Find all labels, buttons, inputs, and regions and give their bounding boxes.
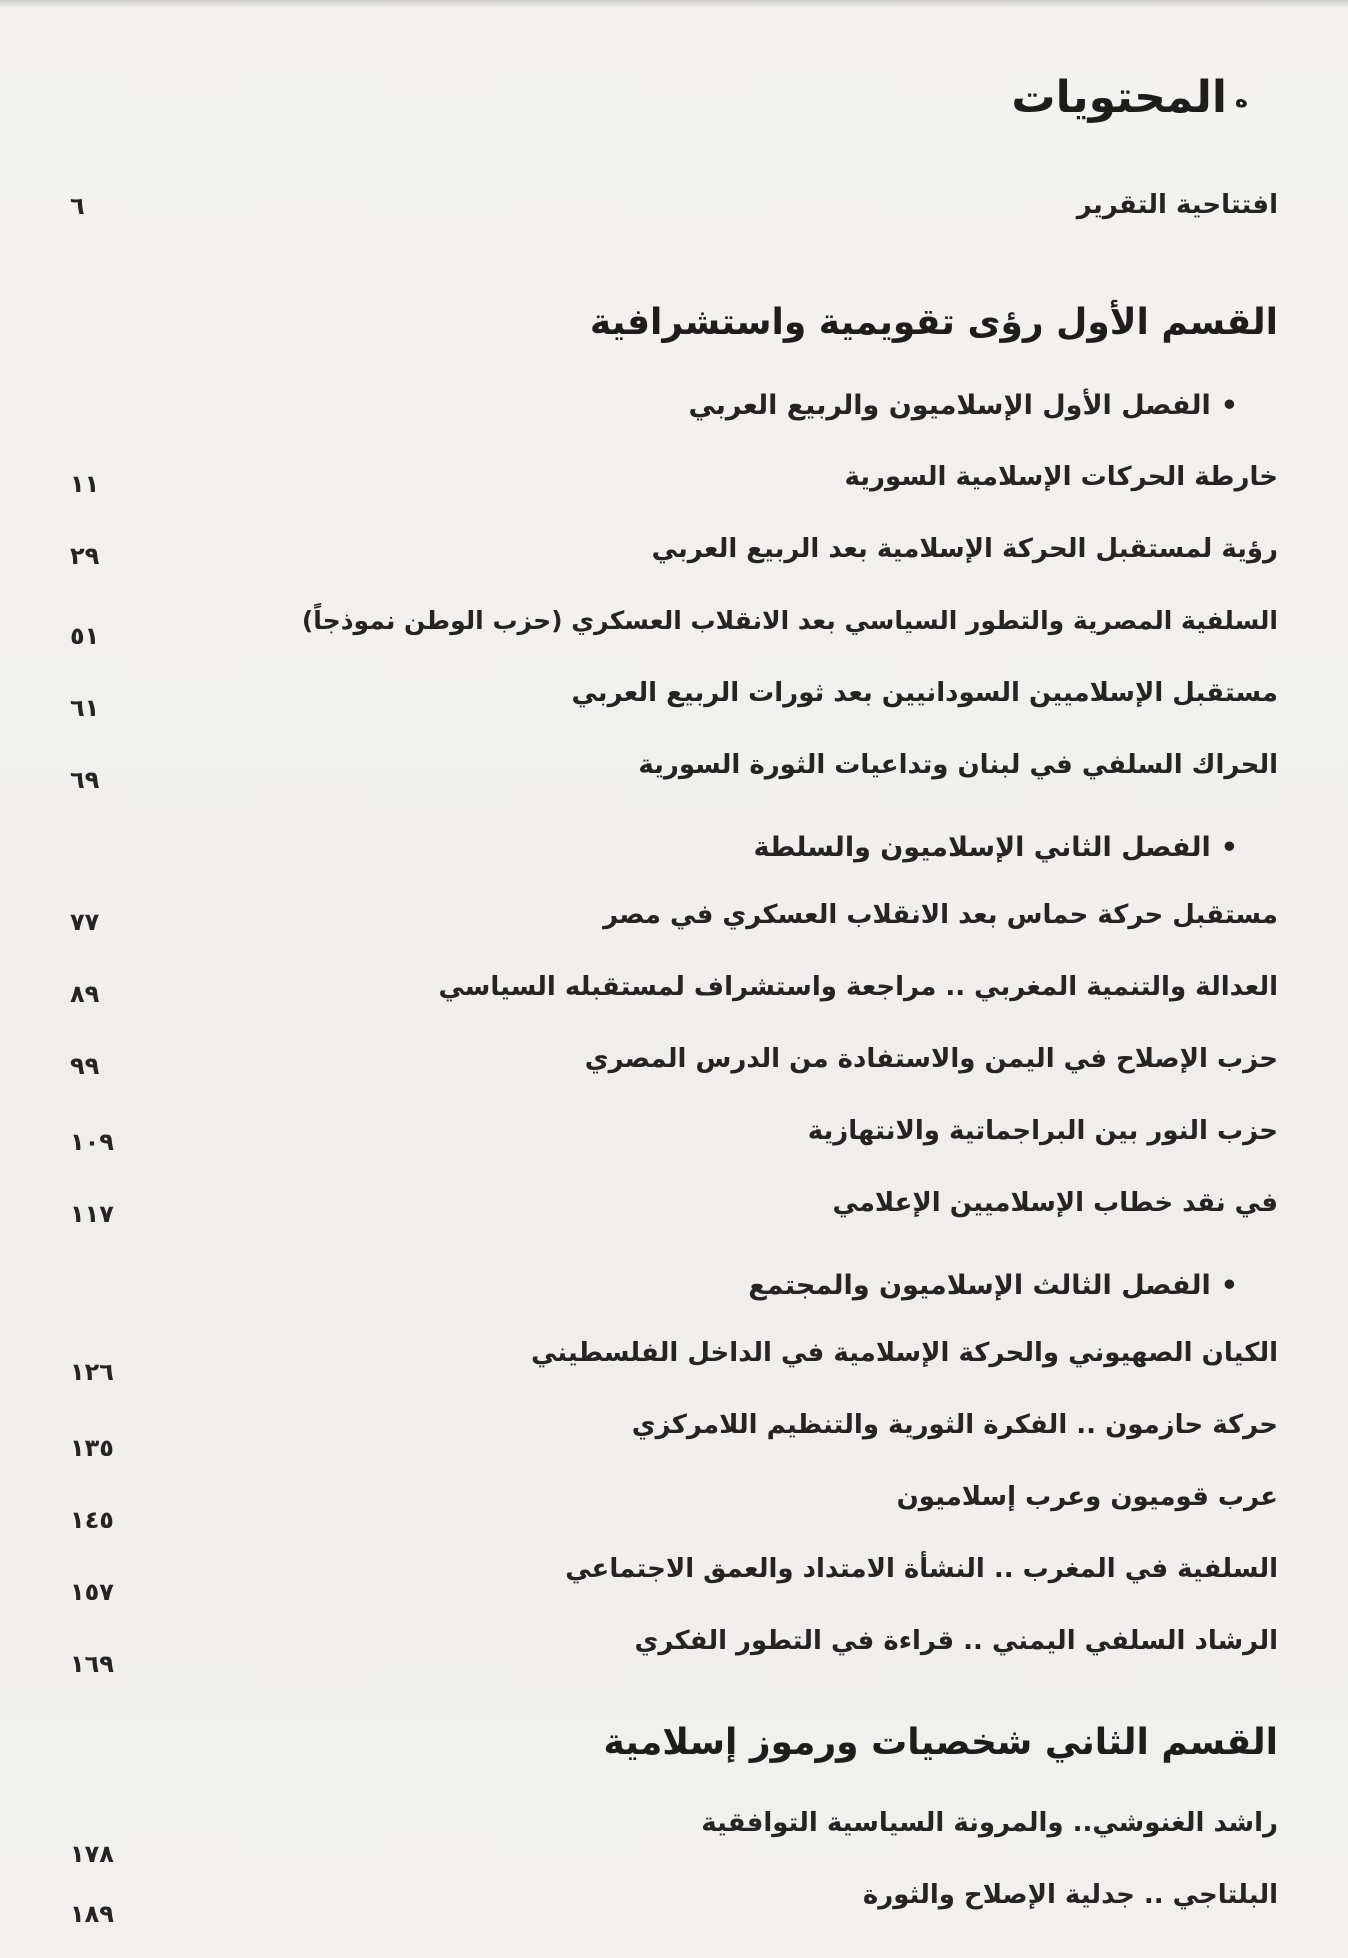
toc-entry-title: حركة حازمون .. الفكرة الثورية والتنظيم اللامركزي: [631, 1410, 1278, 1440]
toc-entry-page: ١٠٩: [70, 1128, 114, 1156]
toc-entry-page: ٩٩: [70, 1052, 100, 1080]
toc-entry-page: ١٧٨: [70, 1840, 114, 1868]
toc-entry-title: عرب قوميون وعرب إسلاميون: [896, 1482, 1278, 1512]
toc-entry[interactable]: [70, 1338, 1278, 1388]
chapter-one-heading: [688, 390, 1238, 421]
toc-entry[interactable]: [70, 1410, 1278, 1460]
toc-entry-page: ١٥٧: [70, 1578, 114, 1606]
toc-entry-page: ٦: [70, 192, 85, 220]
toc-entry-title: مستقبل الإسلاميين السودانيين بعد ثورات الربيع العربي: [571, 678, 1278, 708]
toc-entry-page: ١٨٩: [70, 1900, 114, 1928]
toc-entry-title: العدالة والتنمية المغربي .. مراجعة واستشراف لمستقبله السياسي: [438, 972, 1278, 1002]
page-title-text: المحتويات: [1011, 72, 1227, 123]
chapter-two-title: الفصل الثاني الإسلاميون والسلطة: [753, 832, 1211, 863]
toc-entry[interactable]: [70, 972, 1278, 1022]
toc-entry-intro[interactable]: [70, 190, 1278, 240]
toc-entry-page: ١١٧: [70, 1200, 114, 1228]
toc-entry[interactable]: [70, 606, 1278, 656]
toc-entry-title: خارطة الحركات الإسلامية السورية: [844, 462, 1278, 492]
toc-entry[interactable]: [70, 462, 1278, 512]
part-one-heading: القسم الأول رؤى تقويمية واستشرافية: [589, 302, 1278, 343]
toc-entry-page: ١٦٩: [70, 1650, 114, 1678]
toc-entry-title: الحراك السلفي في لبنان وتداعيات الثورة السورية: [638, 750, 1278, 780]
toc-entry[interactable]: [70, 534, 1278, 584]
toc-entry-page: ١٢٦: [70, 1358, 114, 1386]
toc-entry-page: ٧٧: [70, 908, 100, 936]
toc-entry-page: ٦٩: [70, 766, 100, 794]
bullet-icon: •: [1220, 832, 1238, 863]
toc-entry[interactable]: [70, 750, 1278, 800]
toc-entry-title: راشد الغنوشي.. والمرونة السياسية التوافقية: [701, 1808, 1278, 1838]
toc-entry-page: ٢٩: [70, 542, 100, 570]
toc-entry[interactable]: [70, 1626, 1278, 1676]
toc-entry[interactable]: [70, 678, 1278, 728]
toc-entry[interactable]: [70, 1044, 1278, 1094]
chapter-three-heading: [748, 1270, 1238, 1301]
toc-entry-title: الرشاد السلفي اليمني .. قراءة في التطور الفكري: [634, 1626, 1278, 1656]
toc-entry-title: في نقد خطاب الإسلاميين الإعلامي: [832, 1188, 1278, 1218]
toc-entry-page: ٥١: [70, 622, 100, 650]
page-title: [1011, 72, 1248, 123]
toc-entry-title: حزب الإصلاح في اليمن والاستفادة من الدرس المصري: [584, 1044, 1278, 1074]
chapter-three-title: الفصل الثالث الإسلاميون والمجتمع: [748, 1270, 1211, 1301]
toc-entry[interactable]: [70, 1188, 1278, 1238]
chapter-one-title: الفصل الأول الإسلاميون والربيع العربي: [688, 390, 1211, 421]
toc-entry[interactable]: [70, 1482, 1278, 1532]
toc-entry-page: ٦١: [70, 694, 100, 722]
toc-entry-title: البلتاجي .. جدلية الإصلاح والثورة: [862, 1880, 1278, 1910]
toc-entry-page: ٨٩: [70, 980, 100, 1008]
toc-entry-title: حزب النور بين البراجماتية والانتهازية: [807, 1116, 1278, 1146]
toc-entry-title: افتتاحية التقرير: [1076, 190, 1278, 220]
title-ornament: ه: [1235, 87, 1248, 113]
chapter-two-heading: [754, 832, 1238, 863]
toc-entry[interactable]: [70, 1554, 1278, 1604]
part-two-heading: القسم الثاني شخصيات ورموز إسلامية: [603, 1722, 1278, 1763]
toc-entry-title: رؤية لمستقبل الحركة الإسلامية بعد الربيع العربي: [651, 534, 1278, 564]
toc-entry[interactable]: [70, 900, 1278, 950]
toc-entry-page: ١٣٥: [70, 1434, 114, 1462]
page-top-edge: [0, 0, 1348, 8]
toc-entry-title: الكيان الصهيوني والحركة الإسلامية في الداخل الفلسطيني: [530, 1338, 1278, 1368]
toc-entry-title: مستقبل حركة حماس بعد الانقلاب العسكري في مصر: [603, 900, 1278, 930]
toc-entry[interactable]: [70, 1880, 1278, 1930]
bullet-icon: •: [1220, 1270, 1238, 1301]
toc-entry-page: ١٤٥: [70, 1506, 114, 1534]
toc-entry-page: ١١: [70, 470, 100, 498]
bullet-icon: •: [1220, 390, 1238, 421]
toc-entry-title: السلفية المصرية والتطور السياسي بعد الانقلاب العسكري (حزب الوطن نموذجاً): [301, 606, 1278, 635]
toc-entry[interactable]: [70, 1808, 1278, 1868]
toc-entry-title: السلفية في المغرب .. النشأة الامتداد والعمق الاجتماعي: [565, 1554, 1278, 1584]
toc-entry[interactable]: [70, 1116, 1278, 1166]
